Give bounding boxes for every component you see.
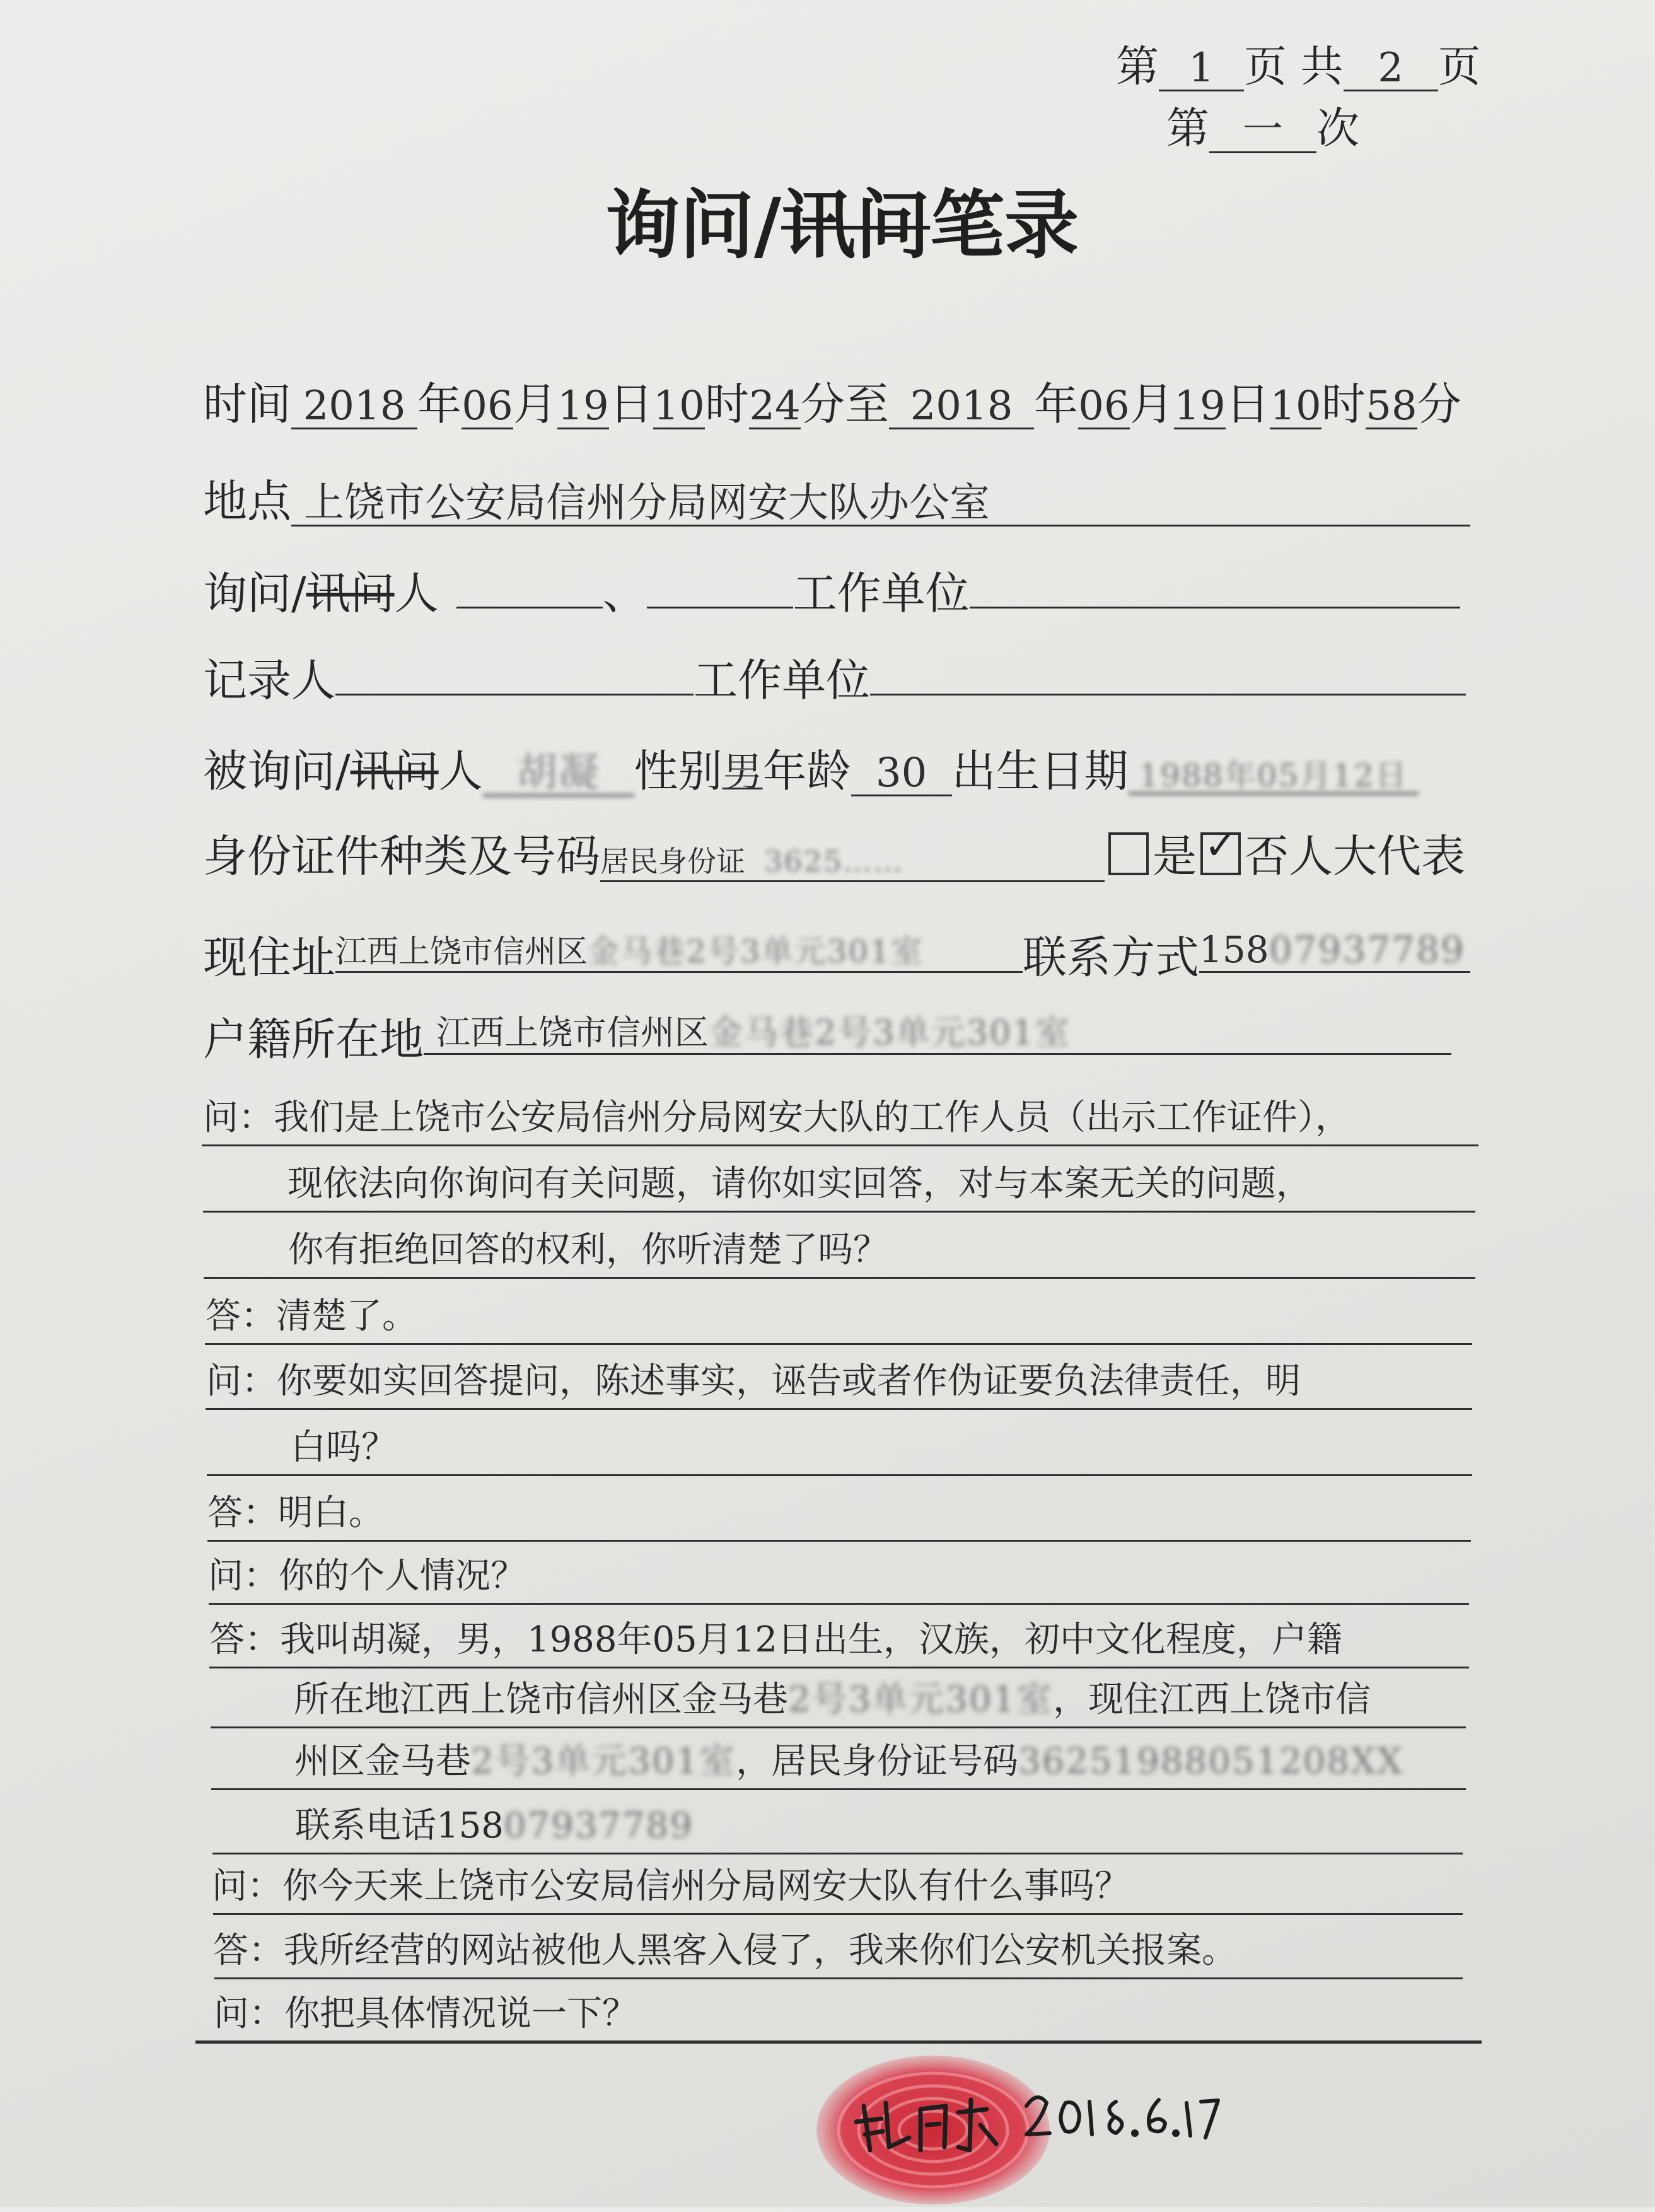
hukou-blurred: 金马巷2号3单元301室 bbox=[709, 1013, 1071, 1052]
subject-name: 胡凝 bbox=[483, 752, 634, 796]
qa-line-text: 联系电话15807937789 bbox=[295, 1805, 694, 1846]
subject-row: 被询问/讯问人 胡凝 性别男年龄 30 出生日期 1988年05月12日 bbox=[203, 749, 1419, 796]
location-value: 上饶市公安局信州分局网安大队办公室 bbox=[291, 482, 1470, 527]
qa-line-text: 现依法向你询问有关问题，请你如实回答，对与本案无关的问题， bbox=[287, 1163, 1311, 1204]
ruled-line bbox=[209, 1603, 1469, 1605]
address-blurred: 金马巷2号3单元301室 bbox=[588, 933, 924, 970]
qa-line-text: 答：我所经营的网站被他人黑客入侵了，我来你们公安机关报案。 bbox=[213, 1930, 1237, 1971]
ruled-line bbox=[207, 1540, 1471, 1542]
qa-line-text: 答：我叫胡凝，男，1988年05月12日出生，汉族，初中文化程度，户籍 bbox=[209, 1619, 1343, 1660]
qa-line-text: 你有拒绝回答的权利，你听清楚了吗？ bbox=[288, 1230, 888, 1271]
check-mark-icon: ✓ bbox=[1204, 822, 1237, 868]
hukou-row: 户籍所在地 江西上饶市信州区金马巷2号3单元301室 bbox=[203, 1006, 1451, 1062]
qa-line-text: 白吗？ bbox=[291, 1427, 397, 1468]
handwritten-date bbox=[1021, 2084, 1223, 2153]
qa-line-text: 问：我们是上饶市公安局信州分局网安大队的工作人员（出示工作证件）， bbox=[203, 1097, 1350, 1138]
no-checkbox[interactable] bbox=[1200, 822, 1241, 875]
qa-line-text: 答：明白。 bbox=[207, 1493, 384, 1534]
session-number: 第 一 次 bbox=[1166, 104, 1360, 154]
total-pages: 2 bbox=[1344, 47, 1438, 91]
qa-line-text: 问：你今天来上饶市公安局信州分局网安大队有什么事吗？ bbox=[212, 1866, 1130, 1907]
ruled-line bbox=[212, 1853, 1463, 1854]
session-count: 一 bbox=[1209, 109, 1316, 153]
interrogator-row: 询问/讯问人 、 工作单位 bbox=[203, 571, 1460, 615]
yes-checkbox[interactable] bbox=[1108, 832, 1149, 875]
ruled-line bbox=[203, 1211, 1475, 1213]
ruled-line bbox=[206, 1408, 1472, 1410]
ruled-line bbox=[209, 1667, 1469, 1668]
qa-line-text: 所在地江西上饶市信州区金马巷2号3单元301室，现住江西上饶市信 bbox=[294, 1679, 1371, 1720]
qa-line-text: 问：你的个人情况？ bbox=[208, 1556, 526, 1597]
ruled-line bbox=[213, 1913, 1463, 1915]
qa-line-text: 州区金马巷2号3单元301室，居民身份证号码36251988051208XX bbox=[294, 1741, 1403, 1782]
recorder-row: 记录人 工作单位 bbox=[203, 658, 1466, 702]
qa-line-text: 问：你要如实回答提问，陈述事实，诬告或者作伪证要负法律责任，明 bbox=[206, 1361, 1301, 1402]
ruled-line bbox=[211, 1788, 1466, 1790]
id-number: 3625…… bbox=[764, 844, 904, 878]
qa-line-text: 答：清楚了。 bbox=[206, 1296, 417, 1337]
ruled-line bbox=[207, 1474, 1472, 1476]
document-title: 询问/讯问笔录 bbox=[605, 182, 1079, 269]
ruled-line bbox=[211, 1726, 1466, 1728]
ruled-line bbox=[204, 1277, 1475, 1279]
qa-line-text: 问：你把具体情况说一下？ bbox=[214, 1993, 637, 2034]
id-row: 身份证件种类及号码居民身份证 3625…… 是 ✓ 否人大代表 bbox=[203, 822, 1465, 882]
redacted-text: 2号3单元301室 bbox=[788, 1679, 1054, 1720]
redacted-id-number: 36251988051208XX bbox=[1018, 1741, 1403, 1782]
struck-title-word: 讯问 bbox=[781, 182, 931, 269]
birth-date: 1988年05月12日 bbox=[1129, 759, 1419, 795]
ruled-line bbox=[195, 2040, 1482, 2044]
page-number: 第 1 页 共 2 页 bbox=[1116, 42, 1481, 92]
ruled-line bbox=[202, 1144, 1478, 1146]
time-row: 时间 2018 年06月19日10时24分至 2018 年06月19日10时58分 bbox=[203, 378, 1461, 430]
ruled-line bbox=[205, 1343, 1472, 1345]
phone-blurred: 07937789 bbox=[1269, 928, 1465, 971]
ruled-line bbox=[214, 1977, 1463, 1979]
redacted-text: 2号3单元301室 bbox=[471, 1741, 736, 1782]
redacted-text: 07937789 bbox=[503, 1805, 694, 1846]
location-row: 地点 上饶市公安局信州分局网安大队办公室 bbox=[203, 479, 1470, 527]
current-page: 1 bbox=[1159, 47, 1244, 91]
address-row: 现住址江西上饶市信州区金马巷2号3单元301室 联系方式15807937789 bbox=[203, 924, 1470, 980]
